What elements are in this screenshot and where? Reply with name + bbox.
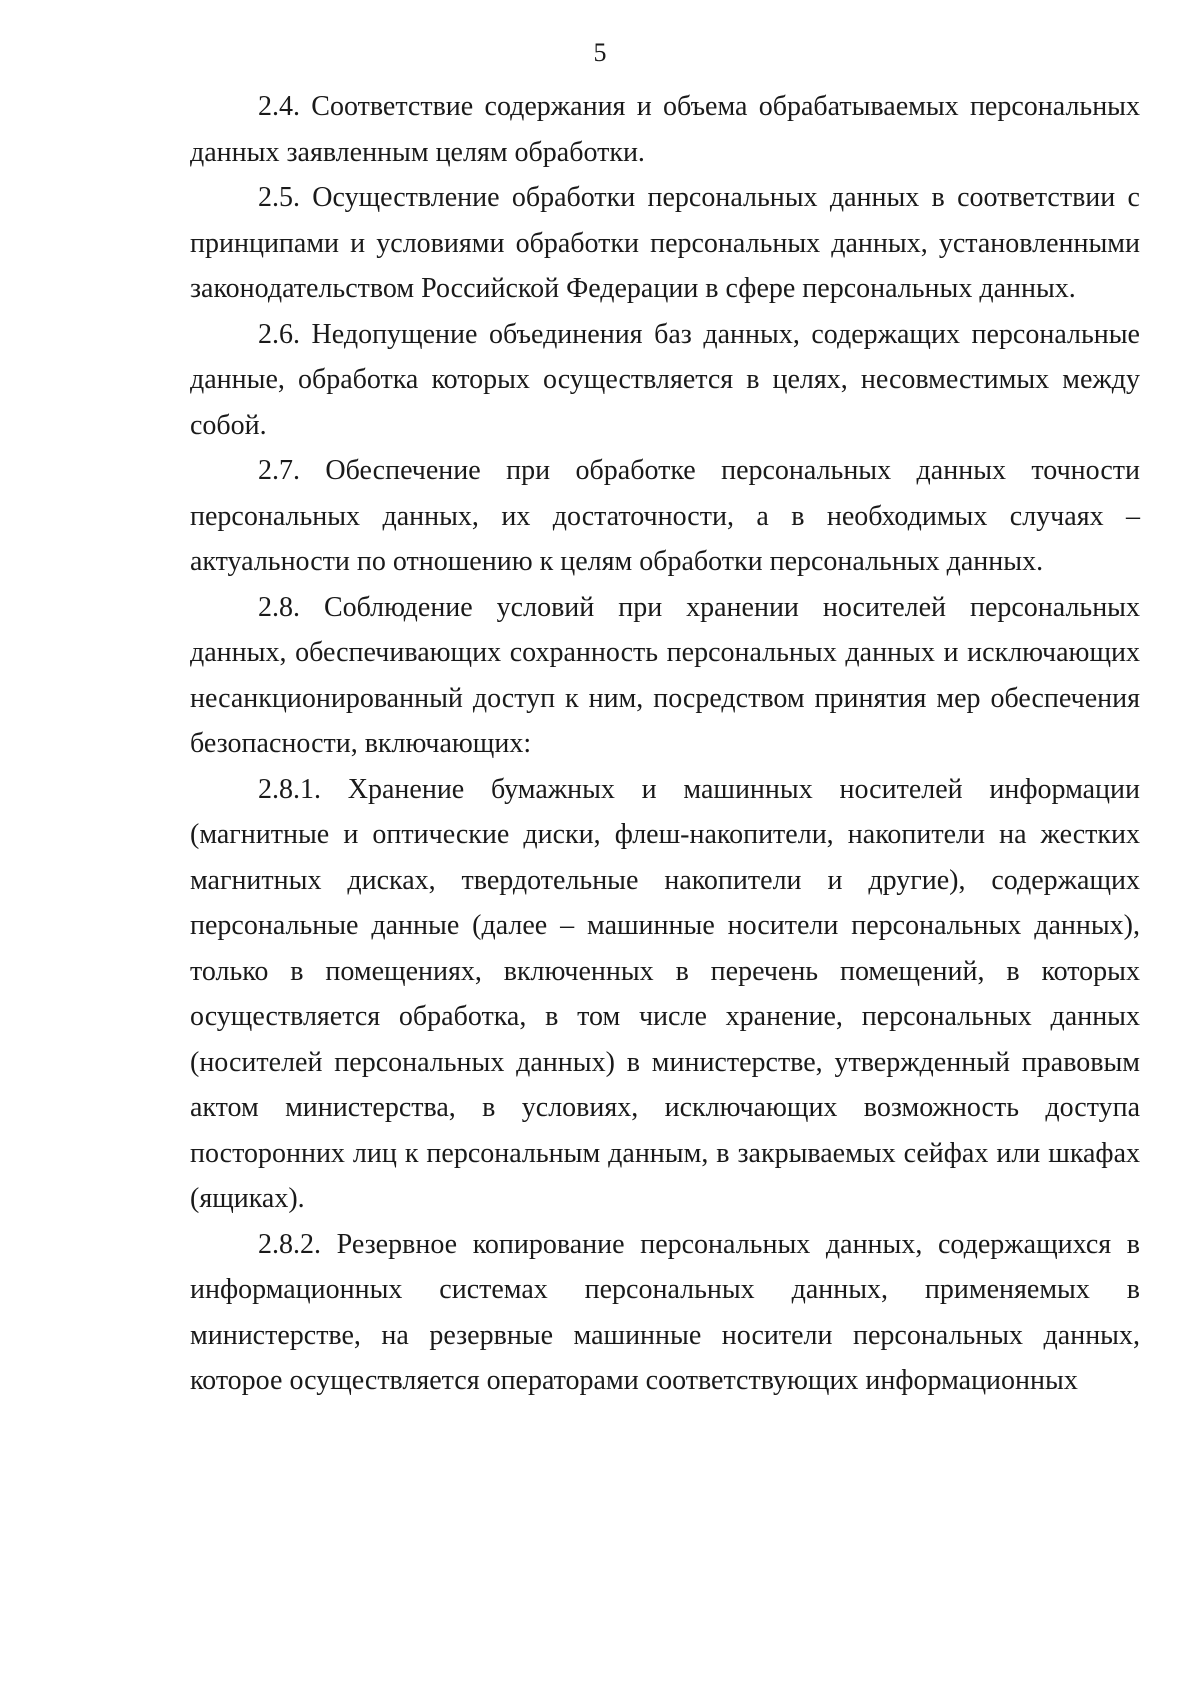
paragraph-2-8: 2.8. Соблюдение условий при хранении носителей персональных данных, обеспечивающих сохранность персональных данных и исключающих несанкционированный доступ к ним, посредством принятия мер обеспечения безопасности, включающих:	[190, 591, 1140, 759]
paragraph-2-6: 2.6. Недопущение объединения баз данных, содержащих персональные данные, обработка которых осуществляется в целях, несовместимых между собой.	[190, 318, 1140, 441]
document-body	[190, 84, 1140, 1404]
paragraph-2-8-2: 2.8.2. Резервное копирование персональных данных, содержащихся в информационных системах персональных данных, применяемых в министерстве, на резервные машинные носители персональных данных, которое осуществляется операторами соответствующих информационных	[190, 1228, 1140, 1396]
paragraph-2-5: 2.5. Осуществление обработки персональных данных в соответствии с принципами и условиями обработки персональных данных, установленными законодательством Российской Федерации в сфере персональных данных.	[190, 182, 1140, 304]
paragraph-2-8-1: 2.8.1. Хранение бумажных и машинных носителей информации (магнитные и оптические диски, флеш-накопители, накопители на жестких магнитных дисках, твердотельные накопители и другие), содержащих персональные данные (далее – машинные носители персональных данных), только в помещениях, включенных в перечень помещений, в которых осуществляется обработка, в том числе хранение, персональных данных (носителей персональных данных) в министерстве, утвержденный правовым актом министерства, в условиях, исключающих возможность доступа посторонних лиц к персональным данным, в закрываемых сейфах или шкафах (ящиках).	[190, 773, 1140, 1214]
paragraph-2-7: 2.7. Обеспечение при обработке персональных данных точности персональных данных, их достаточности, а в необходимых случаях – актуальности по отношению к целям обработки персональных данных.	[190, 455, 1140, 577]
paragraph-2-4: 2.4. Соответствие содержания и объема обрабатываемых персональных данных заявленным целям обработки.	[190, 91, 1140, 168]
page-number: 5	[593, 38, 607, 67]
